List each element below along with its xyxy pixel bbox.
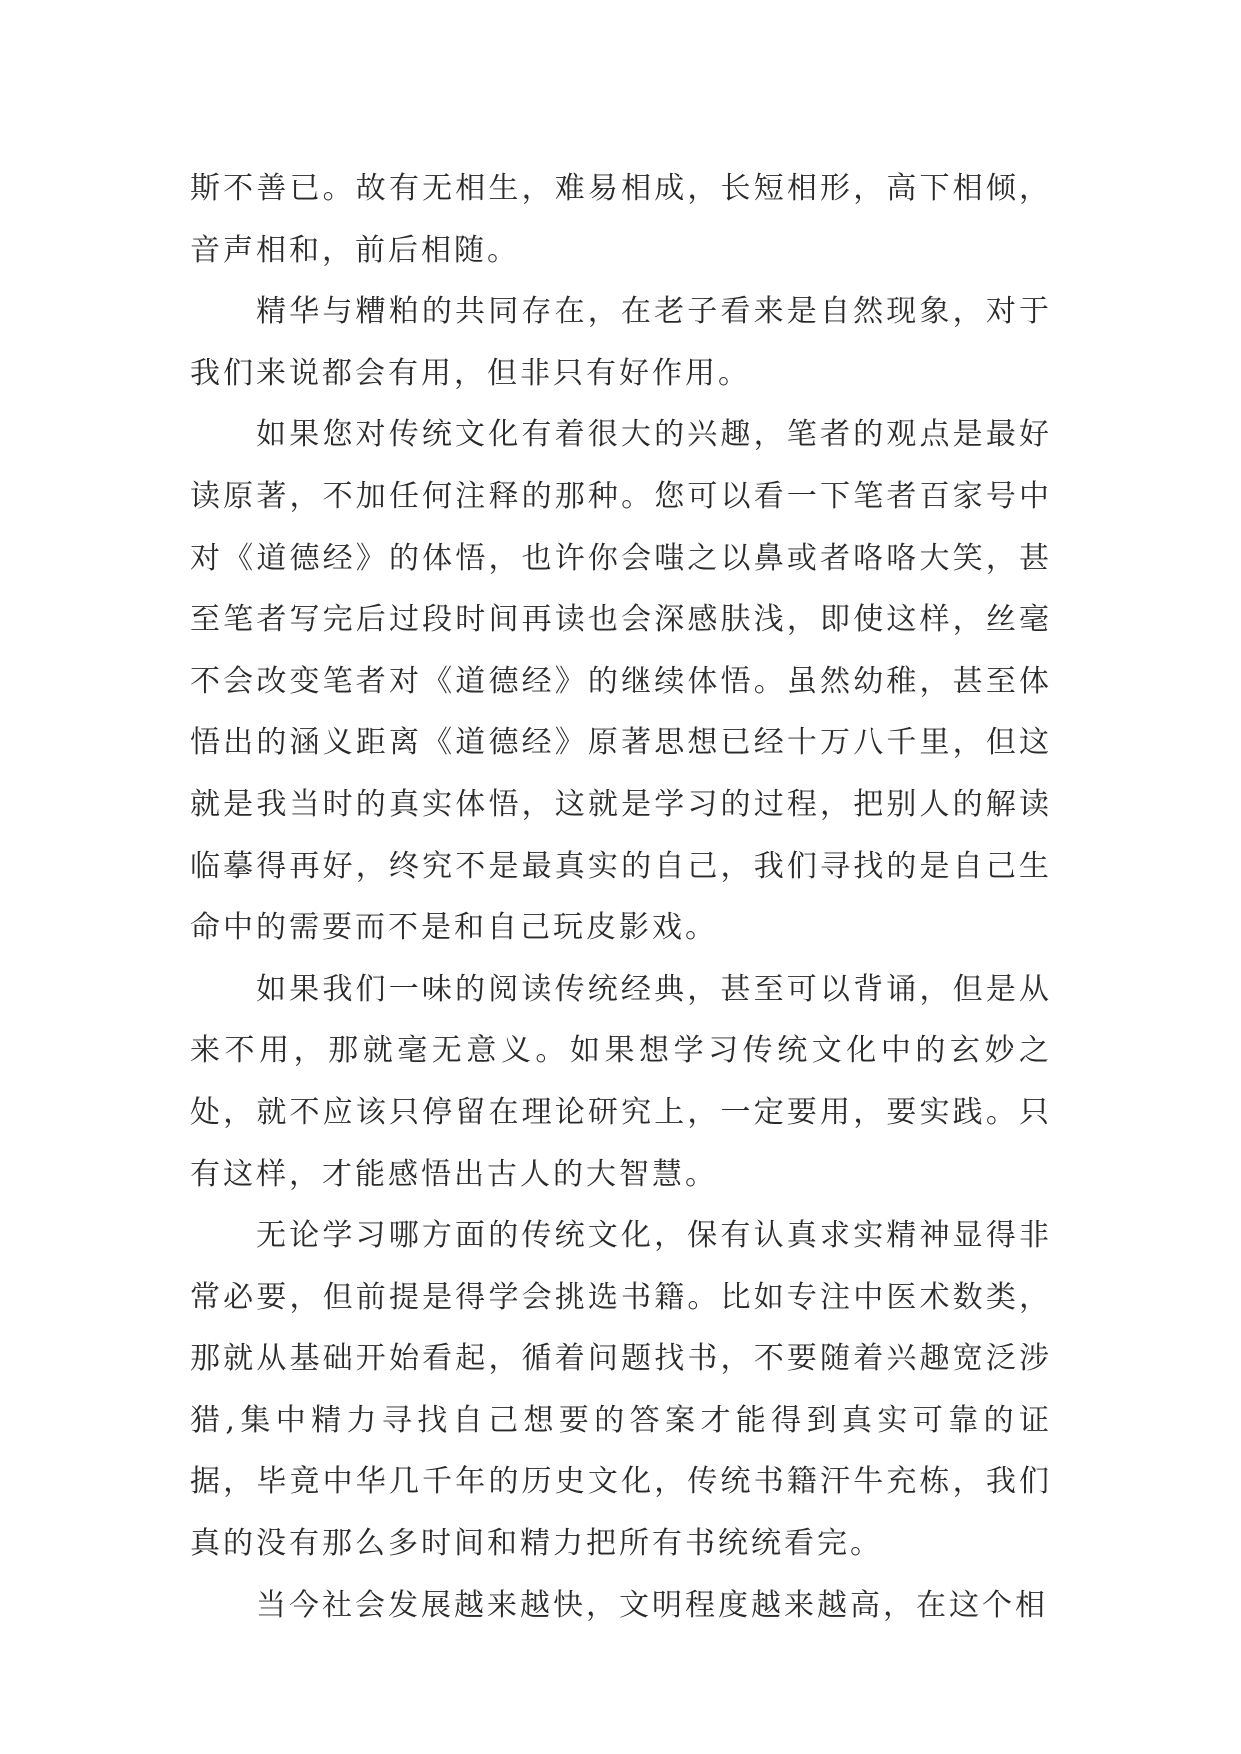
document-body xyxy=(190,158,1052,1636)
paragraph-2: 精华与糟粕的共同存在，在老子看来是自然现象，对于我们来说都会有用，但非只有好作用。 xyxy=(190,294,1052,391)
paragraph-3: 如果您对传统文化有着很大的兴趣，笔者的观点是最好读原著，不加任何注释的那种。您可以看一下笔者百家号中对《道德经》的体悟，也许你会嗤之以鼻或者咯咯大笑，甚至笔者写完后过段时间再读也会深感肤浅，即使这样，丝毫不会改变笔者对《道德经》的继续体悟。虽然幼稚，甚至体悟出的涵义距离《道德经》原著思想已经十万八千里，但这就是我当时的真实体悟，这就是学习的过程，把别人的解读临摹得再好，终究不是最真实的自己，我们寻找的是自己生命中的需要而不是和自己玩皮影戏。 xyxy=(190,417,1052,946)
paragraph-5: 无论学习哪方面的传统文化，保有认真求实精神显得非常必要，但前提是得学会挑选书籍。比如专注中医术数类，那就从基础开始看起，循着问题找书，不要随着兴趣宽泛涉猎,集中精力寻找自己想要的答案才能得到真实可靠的证据，毕竟中华几千年的历史文化，传统书籍汗牛充栋，我们真的没有那么多时间和精力把所有书统统看完。 xyxy=(190,1218,1052,1562)
paragraph-1: 斯不善已。故有无相生，难易相成，长短相形，高下相倾，音声相和，前后相随。 xyxy=(190,171,1052,268)
paragraph-4: 如果我们一味的阅读传统经典，甚至可以背诵，但是从来不用，那就毫无意义。如果想学习传统文化中的玄妙之处，就不应该只停留在理论研究上，一定要用，要实践。只有这样，才能感悟出古人的大智慧。 xyxy=(190,971,1052,1192)
paragraph-6: 当今社会发展越来越快，文明程度越来越高，在这个相 xyxy=(256,1587,1048,1623)
